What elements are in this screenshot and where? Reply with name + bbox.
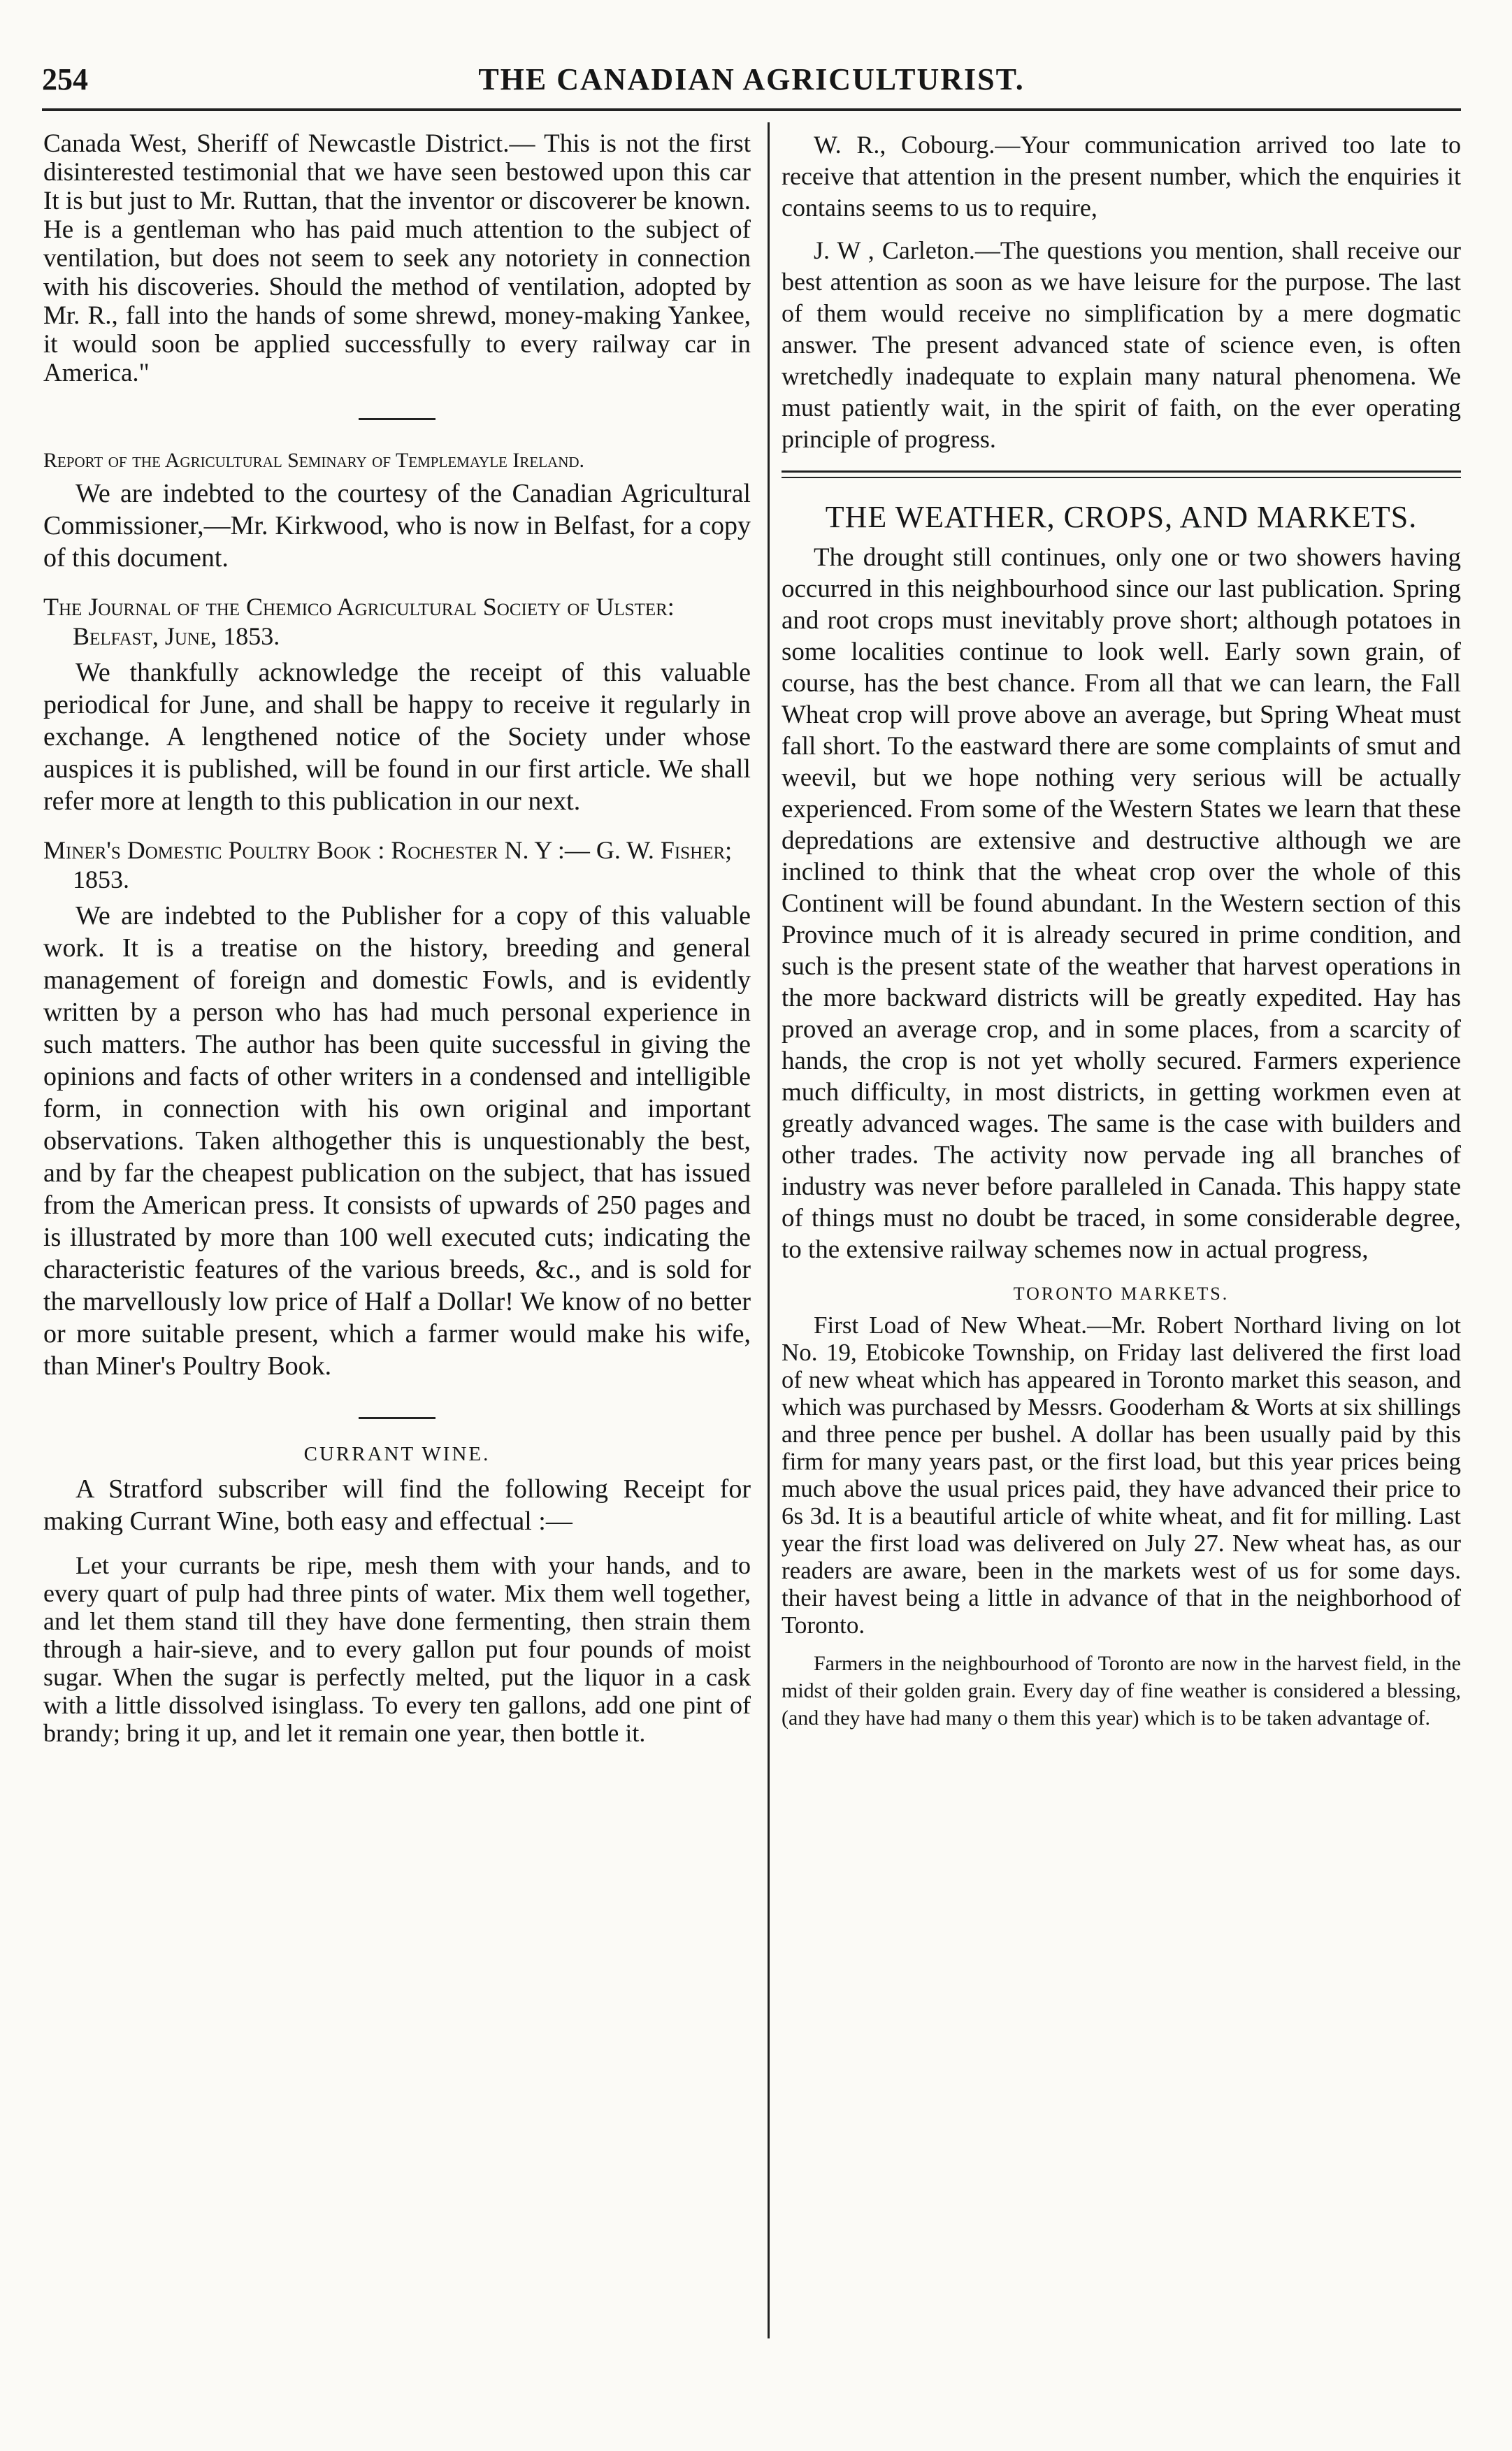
- separator-rule: [359, 418, 435, 420]
- weather-paragraph: The drought still continues, only one or two showers having occurred in this neighbourhood since our last publication. Spring and root crops must inevitably prove short; although potatoes in some localities continue to look well. Early sown grain, of course, has the best chance. From all that we can learn, the Fall Wheat crop will prove above an average, but Spring Wheat must fall short. To the eastward there are some complaints of smut and weevil, but we hope nothing very serious will be actually experienced. From some of the Western States we learn that these depredations are extensive and destructive although we are inclined to think that the wheat crop over the whole of this Continent will be found abundant. In the Western section of this Province much of it is already secured in prime condition, and such is the present state of the weather that harvest operations in the more backward districts will be greatly expedited. Hay has proved an average crop, and in some places, from a scarcity of hands, the crop is not yet wholly secured. Farmers experience much difficulty, in most districts, in getting workmen even at greatly advanced wages. The same is the case with builders and other trades. The activity now pervade ing all branches of industry was never before paralleled in Canada. This happy state of things must no doubt be traced, in some considerable degree, to the extensive railway schemes now in actual progress,: [782, 543, 1461, 1264]
- currant-wine-heading: CURRANT WINE.: [303, 1443, 491, 1465]
- currant-wine-intro: A Stratford subscriber will find the following Receipt for making Currant Wine, both easy and effectual :—: [43, 1474, 751, 1536]
- header-rule: [42, 108, 1461, 111]
- poultry-book-paragraph: We are indebted to the Publisher for a copy of this valuable work. It is a treatise on the history, breeding and general management of foreign and domestic Fowls, and is evidently written by a person who has had much personal experience in such matters. The author has been quite successful in giving the opinions and facts of other writers in a condensed and intelligible form, in connection with his own original and important observations. Taken althogether this is unquestionably the best, and by far the cheapest publication on the subject, that has issued from the American press. It consists of upwards of 250 pages and is illustrated by more than 100 well executed cuts; indicating the characteristic features of the various breeds, &c., and is sold for the marvellously low price of Half a Dollar! We know of no better or more suitable present, which a farmer would make his wife, than Miner's Poultry Book.: [43, 901, 751, 1381]
- correspondent-wr-note: W. R., Cobourg.—Your communication arrived too late to receive that attention in the present number, which the enquiries it contains seems to us to require,: [782, 131, 1461, 222]
- journal-paragraph: We thankfully acknowledge the receipt of this valuable periodical for June, and shall be happy to receive it regularly in exchange. A lengthened notice of the Society under whose auspices it is published, will be found in our first article. We shall refer more at length to this publication in our next.: [43, 658, 751, 816]
- weather-crops-markets-heading: THE WEATHER, CROPS, AND MARKETS.: [825, 500, 1418, 534]
- first-load-wheat-paragraph: First Load of New Wheat.—Mr. Robert Northard living on lot No. 19, Etobicoke Township, on Friday last delivered the first load of new wheat which has appeared in Toronto market this season, and which was purchased by Messrs. Gooderham & Worts at six shillings and three pence per bushel. A dollar has been usually paid by this firm for many years past, or the first load, but this year prices being much above the usual prices paid, they have advanced their price to 6s 3d. It is a beautiful article of white wheat, and fit for milling. Last year the first load was delivered on July 27. New wheat has, as our readers are aware, been in the markets west of us for some days. their havest being a little in advance of that in the neighborhood of Toronto.: [782, 1311, 1461, 1639]
- correspondent-jw-note: J. W , Carleton.—The questions you mention, shall receive our best attention as soon as we have leisure for the purpose. The last of them would receive no simplification by a mere dogmatic answer. The present advanced state of science even, is often wretchedly inadequate to explain many natural phenomena. We must patiently wait, in the spirit of faith, on the ever operating principle of progress.: [782, 236, 1461, 453]
- farmers-harvest-paragraph: Farmers in the neighbourhood of Toronto are now in the harvest field, in the midst of their golden grain. Every day of fine weather is considered a blessing, (and they have had many o them this year) which is to be taken advantage of.: [782, 1652, 1461, 1730]
- section-double-rule: [782, 470, 1461, 478]
- right-column: [782, 129, 1461, 1732]
- separator-rule: [359, 1417, 435, 1419]
- ventilation-paragraph: Canada West, Sheriff of Newcastle District.— This is not the first disinterested testimonial that we have seen bestowed upon this car It is but just to Mr. Ruttan, that the inventor or discoverer be known. He is a gentleman who has paid much attention to the subject of ventilation, but does not seem to seek any notoriety in connection with his discoveries. Should the method of ventilation, adopted by Mr. R., fall into the hands of some shrewd, money-making Yankee, it would soon be applied successfully to every railway car in America.": [43, 129, 751, 387]
- report-paragraph: We are indebted to the courtesy of the Canadian Agricultural Commissioner,—Mr. Kirkwood, who is now in Belfast, for a copy of this document.: [43, 479, 751, 573]
- page-number: 254: [42, 62, 88, 96]
- poultry-book-heading: Miner's Domestic Poultry Book : Rochester N. Y :— G. W. Fisher; 1853.: [43, 836, 733, 893]
- toronto-markets-heading: TORONTO MARKETS.: [1013, 1284, 1230, 1304]
- report-heading: Report of the Agricultural Seminary of Templemayle Ireland.: [43, 449, 585, 472]
- journal-running-title: THE CANADIAN AGRICULTURIST.: [478, 62, 1025, 96]
- running-header: [42, 62, 1461, 110]
- currant-wine-recipe: Let your currants be ripe, mesh them with your hands, and to every quart of pulp had three pints of water. Mix them well together, and let them stand till they have done fermenting, then strain them through a hair-sieve, and to every gallon put four pounds of moist sugar. When the sugar is perfectly melted, put the liquor in a cask with a little dissolved isinglass. To every ten gallons, add one pint of brandy; bring it up, and let it remain one year, then bottle it.: [43, 1551, 751, 1747]
- left-column: [43, 129, 751, 1747]
- journal-heading: The Journal of the Chemico Agricultural Society of Ulster: Belfast, June, 1853.: [43, 593, 675, 650]
- column-rule: [768, 122, 770, 2338]
